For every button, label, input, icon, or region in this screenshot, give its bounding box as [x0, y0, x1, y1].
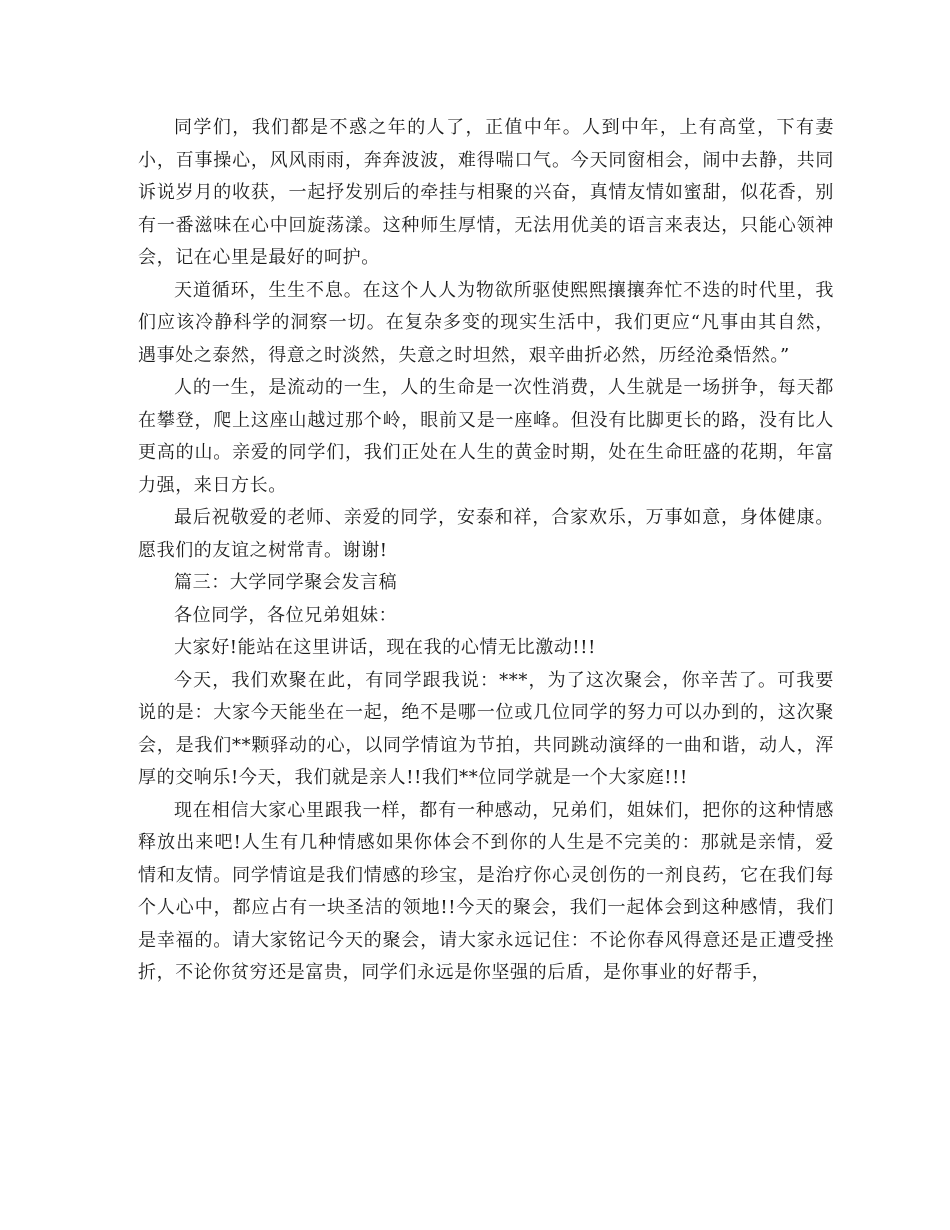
salutation: 各位同学，各位兄弟姐妹： [174, 604, 398, 626]
paragraph: 同学们，我们都是不惑之年的人了，正值中年。人到中年，上有高堂，下有妻小，百事操心，风风雨雨，奔奔波波，难得喘口气。今天同窗相会，闹中去静，共同诉说岁月的收获，一起抒发别后的牵挂与相聚的兴奋，真情友情如蜜甜，似花香，别有一番滋味在心中回旋荡漾。这种师生厚情，无法用优美的语言来表达，只能心领神会，记在心里是最好的呵护。 [138, 117, 834, 268]
greeting: 大家好!能站在这里讲话，现在我的心情无比激动!!! [174, 637, 596, 658]
document-body [138, 112, 834, 990]
paragraph: 天道循环，生生不息。在这个人人为物欲所驱使熙熙攘攘奔忙不迭的时代里，我们应该冷静科学的洞察一切。在复杂多变的现实生活中，我们更应“凡事由其自然，遇事处之泰然，得意之时淡然，失意之时坦然，艰辛曲折必然，历经沧桑悟然。” [138, 279, 834, 366]
paragraph: 今天，我们欢聚在此，有同学跟我说：***，为了这次聚会，你辛苦了。可我要说的是：大家今天能坐在一起，绝不是哪一位或几位同学的努力可以办到的，这次聚会，是我们**颗驿动的心，以同学情谊为节拍，共同跳动演绎的一曲和谐，动人，浑厚的交响乐!今天，我们就是亲人!!我们**位同学就是一个大家庭!!! [138, 669, 834, 788]
paragraph: 人的一生，是流动的一生，人的生命是一次性消费，人生就是一场拼争，每天都在攀登，爬上这座山越过那个岭，眼前又是一座峰。但没有比脚更长的路，没有比人更高的山。亲爱的同学们，我们正处在人生的黄金时期，处在生命旺盛的花期，年富力强，来日方长。 [138, 377, 834, 496]
section-title: 篇三：大学同学聚会发言稿 [174, 572, 398, 593]
paragraph: 最后祝敬爱的老师、亲爱的同学，安泰和祥，合家欢乐，万事如意，身体健康。愿我们的友谊之树常青。谢谢! [138, 507, 834, 561]
paragraph: 现在相信大家心里跟我一样，都有一种感动，兄弟们，姐妹们，把你的这种情感释放出来吧!人生有几种情感如果你体会不到你的人生是不完美的：那就是亲情，爱情和友情。同学情谊是我们情感的珍宝，是治疗你心灵创伤的一剂良药，它在我们每个人心中，都应占有一块圣洁的领地!!今天的聚会，我们一起体会到这种感情，我们是幸福的。请大家铭记今天的聚会，请大家永远记住：不论你春风得意还是正遭受挫折，不论你贫穷还是富贵，同学们永远是你坚强的后盾，是你事业的好帮手， [138, 799, 834, 983]
